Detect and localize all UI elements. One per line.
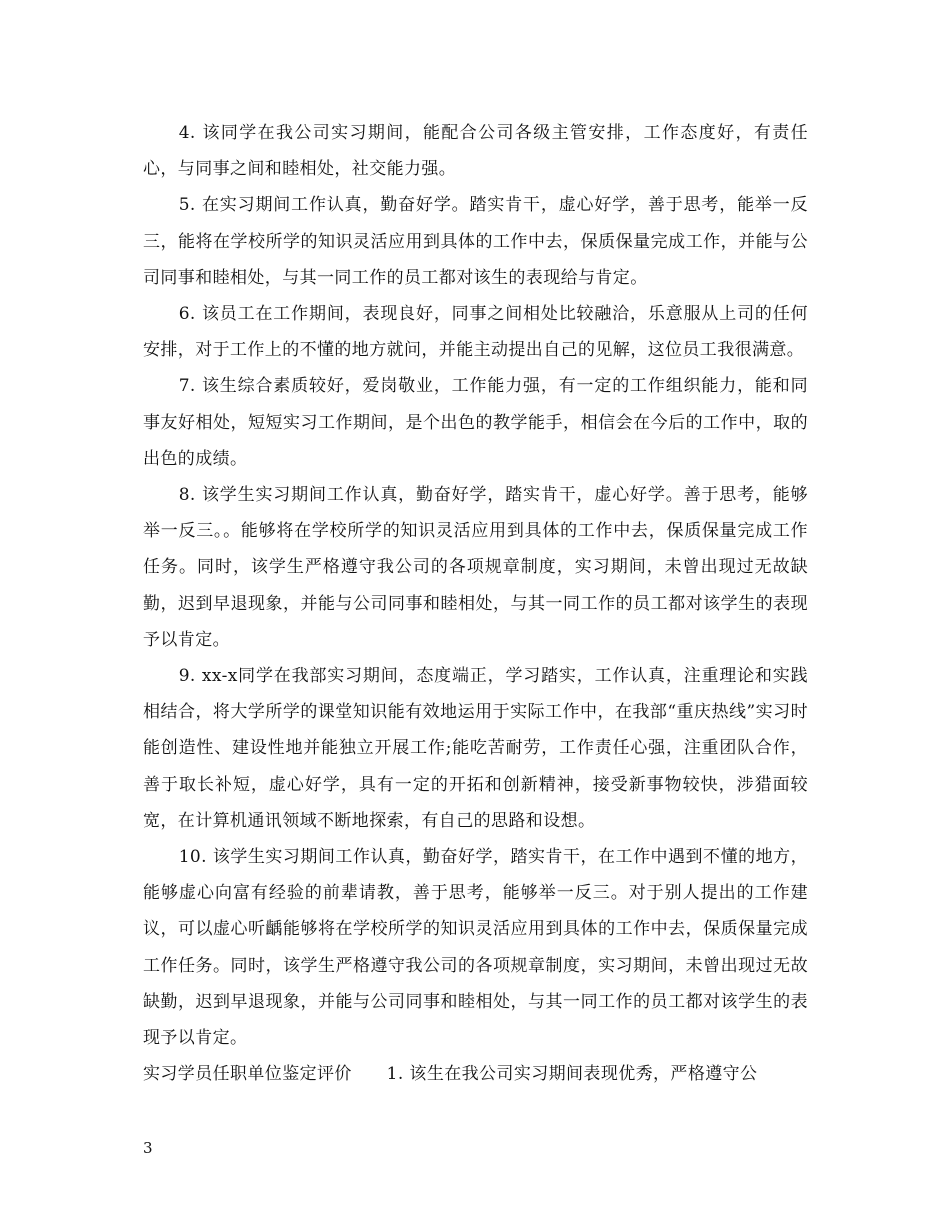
paragraph-4: 4. 该同学在我公司实习期间，能配合公司各级主管安排，工作态度好，有责任心，与同事之间和睦相处，社交能力强。 (143, 123, 808, 180)
page-number: 3 (143, 1139, 153, 1157)
paragraph-10: 10. 该学生实习期间工作认真，勤奋好学，踏实肯干，在工作中遇到不懂的地方，能够虚心向富有经验的前辈请教，善于思考，能够举一反三。对于别人提出的工作建议，可以虚心听齲能够将在学校所学的知识灵活应用到具体的工作中去，保质保量完成工作任务。同时，该学生严格遵守我公司的各项规章制度，实习期间，未曾出现过无故缺勤，迟到早退现象，并能与公司同事和睦相处，与其一同工作的员工都对该学生的表现予以肯定。 (143, 847, 808, 1049)
paragraph-8: 8. 该学生实习期间工作认真，勤奋好学，踏实肯干，虚心好学。善于思考，能够举一反三。。能够将在学校所学的知识灵活应用到具体的工作中去，保质保量完成工作任务。同时，该学生严格遵守我公司的各项规章制度，实习期间，未曾出现过无故缺勤，迟到早退现象，并能与公司同事和睦相处，与其一同工作的员工都对该学生的表现予以肯定。 (143, 485, 808, 650)
paragraph-9: 9. xx-x同学在我部实习期间，态度端正，学习踏实，工作认真，注重理论和实践相结合，将大学所学的课堂知识能有效地运用于实际工作中，在我部“重庆热线”实习时能创造性、建设性地并能独立开展工作;能吃苦耐劳，工作责任心强，注重团队合作，善于取长补短，虚心好学，具有一定的开拓和创新精神，接受新事物较快，涉猎面较宽，在计算机通讯领域不断地探索，有自己的思路和设想。 (143, 666, 808, 831)
paragraph-5: 5. 在实习期间工作认真，勤奋好学。踏实肯干，虚心好学，善于思考，能举一反三，能将在学校所学的知识灵活应用到具体的工作中去，保质保量完成工作，并能与公司同事和睦相处，与其一同工作的员工都对该生的表现给与肯定。 (143, 195, 808, 288)
paragraph-6: 6. 该员工在工作期间，表现良好，同事之间相处比较融洽，乐意服从上司的任何安排，对于工作上的不懂的地方就问，并能主动提出自己的见解，这位员工我很满意。 (143, 304, 808, 361)
document-body (143, 115, 808, 1092)
paragraph-7: 7. 该生综合素质较好，爱岗敬业，工作能力强，有一定的工作组织能力，能和同事友好相处，短短实习工作期间，是个出色的教学能手，相信会在今后的工作中，取的出色的成绩。 (143, 376, 808, 469)
section-heading-line: 实习学员任职单位鉴定评价 1. 该生在我公司实习期间表现优秀，严格遵守公 (143, 1064, 758, 1085)
